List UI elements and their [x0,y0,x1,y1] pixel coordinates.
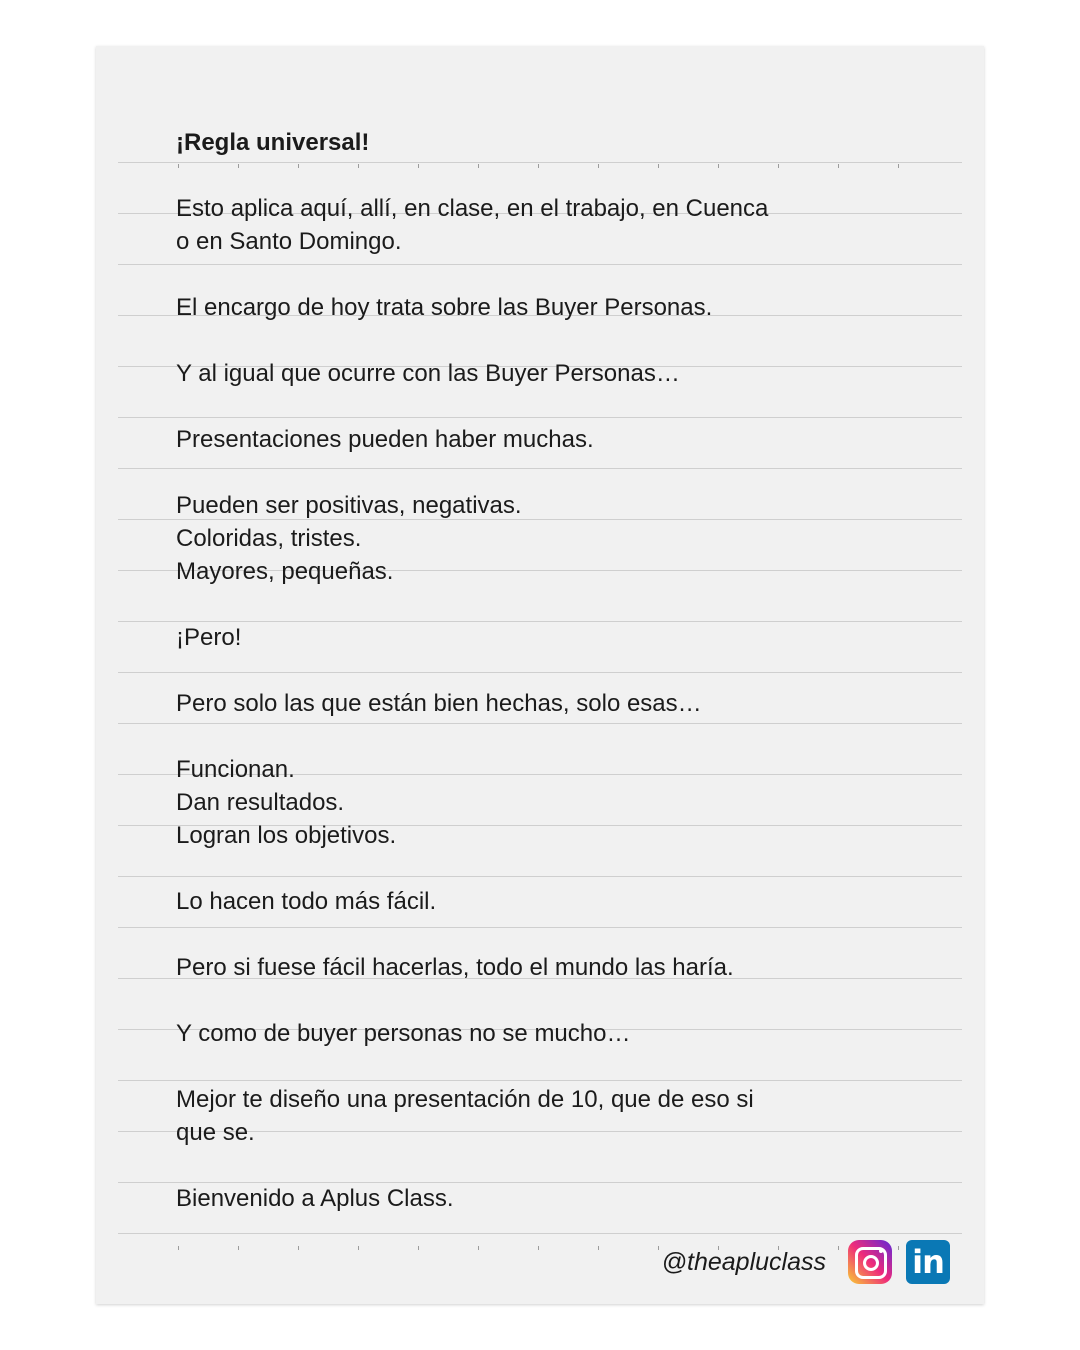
ruler-tick [238,1246,239,1250]
paragraph [176,357,856,390]
paragraph [176,687,856,720]
paragraph [176,489,856,588]
paragraph [176,951,856,984]
blank-line [176,918,856,951]
note-content [176,126,856,1215]
text-line: que se. [176,1119,255,1146]
blank-line [176,159,856,192]
note-title: ¡Regla universal! [176,129,370,156]
paragraph [176,291,856,324]
ruled-line [118,1233,962,1234]
text-line: Pueden ser positivas, negativas. [176,492,522,519]
text-line: Presentaciones pueden haber muchas. [176,426,594,453]
text-line: Logran los objetivos. [176,822,397,849]
ruler-tick [178,1246,179,1250]
blank-line [176,390,856,423]
paragraph [176,1083,856,1149]
blank-line [176,654,856,687]
ruler-tick [598,1246,599,1250]
blank-line [176,324,856,357]
paragraph [176,423,856,456]
instagram-icon[interactable] [848,1240,892,1284]
blank-line [176,984,856,1017]
text-line: Y como de buyer personas no se mucho… [176,1020,631,1047]
paragraph [176,885,856,918]
blank-line [176,1050,856,1083]
footer [662,1240,950,1284]
text-line: Pero si fuese fácil hacerlas, todo el mundo las haría. [176,954,734,981]
text-line: o en Santo Domingo. [176,228,402,255]
notebook-paper [96,46,984,1304]
text-line: Mejor te diseño una presentación de 10, que de eso si [176,1086,754,1113]
paragraph-list [176,192,856,1215]
blank-line [176,720,856,753]
ruler-tick [658,1246,659,1250]
text-line: El encargo de hoy trata sobre las Buyer Personas. [176,294,713,321]
ruler-tick [418,1246,419,1250]
ruler-tick [898,164,899,168]
ruler-tick [298,1246,299,1250]
blank-line [176,1149,856,1182]
paragraph [176,1017,856,1050]
text-line: ¡Pero! [176,624,242,651]
text-line: Y al igual que ocurre con las Buyer Personas… [176,360,680,387]
paragraph [176,621,856,654]
ruler-tick [478,1246,479,1250]
blank-line [176,852,856,885]
ruler-tick [538,1246,539,1250]
blank-line [176,456,856,489]
text-line: Mayores, pequeñas. [176,558,394,585]
ruler-tick [358,1246,359,1250]
text-line: Dan resultados. [176,789,345,816]
blank-line [176,588,856,621]
paragraph [176,1182,856,1215]
text-line: Funcionan. [176,756,295,783]
text-line: Esto aplica aquí, allí, en clase, en el trabajo, en Cuenca [176,195,769,222]
text-line: Coloridas, tristes. [176,525,362,552]
paragraph [176,192,856,258]
paragraph [176,753,856,852]
text-line: Pero solo las que están bien hechas, solo esas… [176,690,702,717]
blank-line [176,258,856,291]
linkedin-icon[interactable]: in [906,1240,950,1284]
social-handle[interactable]: @theapluclass [661,1247,826,1276]
text-line: Lo hacen todo más fácil. [176,888,437,915]
text-line: Bienvenido a Aplus Class. [176,1185,454,1212]
